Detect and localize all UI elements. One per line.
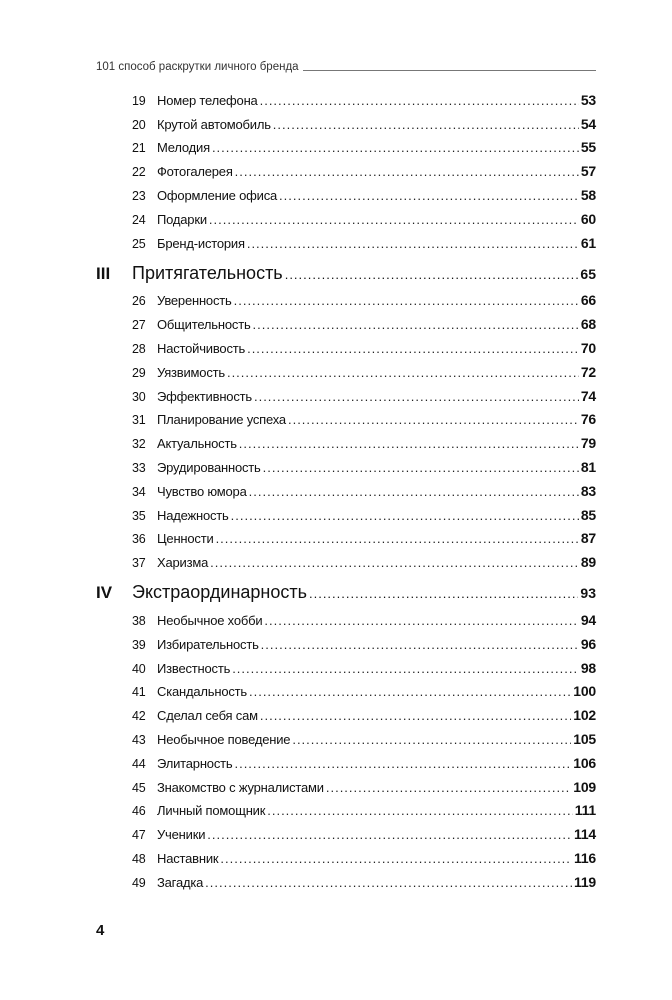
entry-page-number: 87 — [580, 530, 596, 547]
toc-entry[interactable] — [96, 797, 596, 821]
entry-page-number: 116 — [574, 849, 596, 866]
toc-entry[interactable] — [96, 429, 596, 453]
dot-leader — [247, 341, 579, 356]
entry-title: Необычное хобби — [157, 612, 263, 628]
entry-number: 40 — [132, 661, 146, 676]
entry-number: 19 — [132, 93, 146, 108]
toc-entry[interactable] — [96, 820, 596, 844]
toc-entry[interactable] — [96, 844, 596, 868]
entry-number: 46 — [132, 804, 146, 819]
toc-entry[interactable] — [96, 205, 596, 229]
dot-leader — [216, 531, 579, 546]
entry-number: 48 — [132, 851, 146, 866]
toc-entry[interactable] — [96, 773, 596, 797]
section-page-number: 93 — [580, 585, 596, 602]
entry-page-number: 61 — [580, 234, 596, 251]
entry-page-number: 79 — [580, 435, 596, 452]
entry-title: Уязвимость — [157, 364, 225, 380]
entry-number: 49 — [132, 875, 146, 890]
dot-leader — [220, 851, 572, 866]
entry-page-number: 57 — [580, 163, 596, 180]
entry-page-number: 102 — [573, 707, 596, 724]
entry-title: Чувство юмора — [157, 483, 247, 499]
entry-title: Крутой автомобиль — [157, 116, 271, 132]
dot-leader — [212, 140, 579, 155]
dot-leader — [207, 827, 572, 842]
entry-number: 27 — [132, 318, 146, 333]
toc-entry[interactable] — [96, 86, 596, 110]
entry-number: 45 — [132, 780, 146, 795]
entry-title: Подарки — [157, 211, 207, 227]
entry-number: 26 — [132, 294, 146, 309]
entry-title: Необычное поведение — [157, 731, 291, 747]
dot-leader — [231, 508, 579, 523]
page-number: 4 — [96, 922, 105, 939]
toc-entry[interactable] — [96, 606, 596, 630]
entry-page-number: 89 — [580, 554, 596, 571]
entry-number: 43 — [132, 732, 146, 747]
entry-page-number: 70 — [580, 339, 596, 356]
toc-entry[interactable] — [96, 477, 596, 501]
dot-leader — [234, 293, 579, 308]
toc-entry[interactable] — [96, 287, 596, 311]
entry-page-number: 109 — [573, 778, 596, 795]
entry-number: 25 — [132, 236, 146, 251]
entry-number: 47 — [132, 828, 146, 843]
toc-entry[interactable] — [96, 382, 596, 406]
toc-section-heading[interactable] — [96, 262, 596, 286]
entry-title: Ценности — [157, 531, 214, 547]
entry-page-number: 94 — [580, 611, 596, 628]
entry-number: 38 — [132, 613, 146, 628]
section-title: Экстраординарность — [132, 582, 307, 603]
entry-title: Скандальность — [157, 684, 247, 700]
entry-number: 22 — [132, 165, 146, 180]
entry-page-number: 76 — [580, 411, 596, 428]
entry-page-number: 100 — [573, 683, 596, 700]
section-page-number: 65 — [580, 265, 596, 282]
toc-entry[interactable] — [96, 406, 596, 430]
toc-entry[interactable] — [96, 548, 596, 572]
dot-leader — [234, 756, 571, 771]
entry-title: Загадка — [157, 874, 204, 890]
entry-number: 20 — [132, 117, 146, 132]
dot-leader — [260, 93, 579, 108]
dot-leader — [254, 389, 579, 404]
entry-number: 31 — [132, 413, 146, 428]
dot-leader — [260, 708, 571, 723]
dot-leader — [264, 613, 578, 628]
toc-entry[interactable] — [96, 310, 596, 334]
toc-entry[interactable] — [96, 525, 596, 549]
entry-number: 21 — [132, 141, 146, 156]
section-roman-numeral: III — [96, 263, 111, 283]
toc-entry[interactable] — [96, 654, 596, 678]
entry-title: Планирование успеха — [157, 412, 286, 428]
dot-leader — [205, 875, 572, 890]
entry-page-number: 55 — [580, 139, 596, 156]
entry-number: 23 — [132, 188, 146, 203]
entry-title: Элитарность — [157, 755, 233, 771]
entry-title: Фотогалерея — [157, 164, 233, 180]
entry-number: 44 — [132, 756, 146, 771]
entry-number: 36 — [132, 532, 146, 547]
entry-title: Уверенность — [157, 293, 232, 309]
entry-page-number: 81 — [580, 458, 596, 475]
entry-number: 33 — [132, 460, 146, 475]
entry-number: 34 — [132, 484, 146, 499]
entry-page-number: 119 — [574, 873, 596, 890]
entry-page-number: 83 — [580, 482, 596, 499]
dot-leader — [267, 803, 573, 818]
entry-title: Мелодия — [157, 140, 210, 156]
entry-title: Надежность — [157, 507, 229, 523]
dot-leader — [309, 586, 578, 601]
entry-page-number: 53 — [580, 91, 596, 108]
entry-page-number: 96 — [580, 635, 596, 652]
dot-leader — [261, 637, 579, 652]
toc-entry[interactable] — [96, 868, 596, 892]
entry-page-number: 60 — [580, 210, 596, 227]
dot-leader — [235, 164, 579, 179]
entry-title: Наставник — [157, 850, 219, 866]
entry-page-number: 74 — [580, 387, 596, 404]
dot-leader — [285, 267, 579, 282]
toc-entry[interactable] — [96, 725, 596, 749]
toc-entry[interactable] — [96, 501, 596, 525]
entry-page-number: 68 — [580, 316, 596, 333]
entry-number: 32 — [132, 437, 146, 452]
entry-page-number: 114 — [574, 826, 596, 843]
entry-title: Общительность — [157, 317, 251, 333]
entry-title: Харизма — [157, 555, 209, 571]
entry-page-number: 105 — [573, 730, 596, 747]
entry-page-number: 111 — [574, 802, 596, 819]
dot-leader — [247, 236, 579, 251]
entry-number: 29 — [132, 365, 146, 380]
entry-page-number: 98 — [580, 659, 596, 676]
dot-leader — [326, 780, 571, 795]
toc-entry[interactable] — [96, 334, 596, 358]
dot-leader — [209, 212, 579, 227]
toc-entry[interactable] — [96, 157, 596, 181]
entry-number: 37 — [132, 556, 146, 571]
entry-title: Сделал себя сам — [157, 708, 258, 724]
dot-leader — [249, 484, 579, 499]
dot-leader — [232, 661, 579, 676]
dot-leader — [288, 412, 579, 427]
dot-leader — [292, 732, 571, 747]
entry-page-number: 85 — [580, 506, 596, 523]
entry-title: Бренд-история — [157, 235, 245, 251]
entry-number: 39 — [132, 637, 146, 652]
dot-leader — [279, 188, 579, 203]
toc-entry[interactable] — [96, 453, 596, 477]
dot-leader — [263, 460, 579, 475]
entry-title: Личный помощник — [157, 803, 266, 819]
toc-entry[interactable] — [96, 181, 596, 205]
entry-page-number: 58 — [580, 186, 596, 203]
entry-title: Эффективность — [157, 388, 252, 404]
entry-page-number: 106 — [573, 754, 596, 771]
running-header — [96, 58, 596, 76]
entry-title: Эрудированность — [157, 459, 261, 475]
entry-title: Номер телефона — [157, 92, 258, 108]
section-roman-numeral: IV — [96, 583, 113, 603]
toc-entry[interactable] — [96, 229, 596, 253]
entry-title: Ученики — [157, 827, 206, 843]
entry-number: 30 — [132, 389, 146, 404]
toc-entry[interactable] — [96, 701, 596, 725]
toc-entry[interactable] — [96, 678, 596, 702]
toc-entry[interactable] — [96, 110, 596, 134]
dot-leader — [239, 436, 579, 451]
section-title: Притягательность — [132, 262, 283, 283]
entry-title: Знакомство с журналистами — [157, 779, 324, 795]
dot-leader — [249, 684, 571, 699]
entry-title: Оформление офиса — [157, 187, 278, 203]
entry-number: 35 — [132, 508, 146, 523]
entry-title: Настойчивость — [157, 340, 246, 356]
table-of-contents — [96, 86, 596, 892]
toc-entry[interactable] — [96, 630, 596, 654]
entry-page-number: 54 — [580, 115, 596, 132]
dot-leader — [210, 555, 579, 570]
entry-number: 41 — [132, 685, 146, 700]
entry-title: Известность — [157, 660, 231, 676]
header-rule — [303, 70, 596, 71]
dot-leader — [227, 365, 579, 380]
toc-entry[interactable] — [96, 134, 596, 158]
entry-title: Избирательность — [157, 636, 259, 652]
entry-number: 24 — [132, 212, 146, 227]
entry-number: 42 — [132, 709, 146, 724]
toc-entry[interactable] — [96, 358, 596, 382]
entry-number: 28 — [132, 341, 146, 356]
dot-leader — [253, 317, 579, 332]
toc-entry[interactable] — [96, 749, 596, 773]
running-title: 101 способ раскрутки личного бренда — [96, 61, 299, 73]
toc-section-heading[interactable] — [96, 581, 596, 605]
entry-title: Актуальность — [157, 436, 237, 452]
entry-page-number: 66 — [580, 292, 596, 309]
dot-leader — [273, 117, 579, 132]
entry-page-number: 72 — [580, 363, 596, 380]
